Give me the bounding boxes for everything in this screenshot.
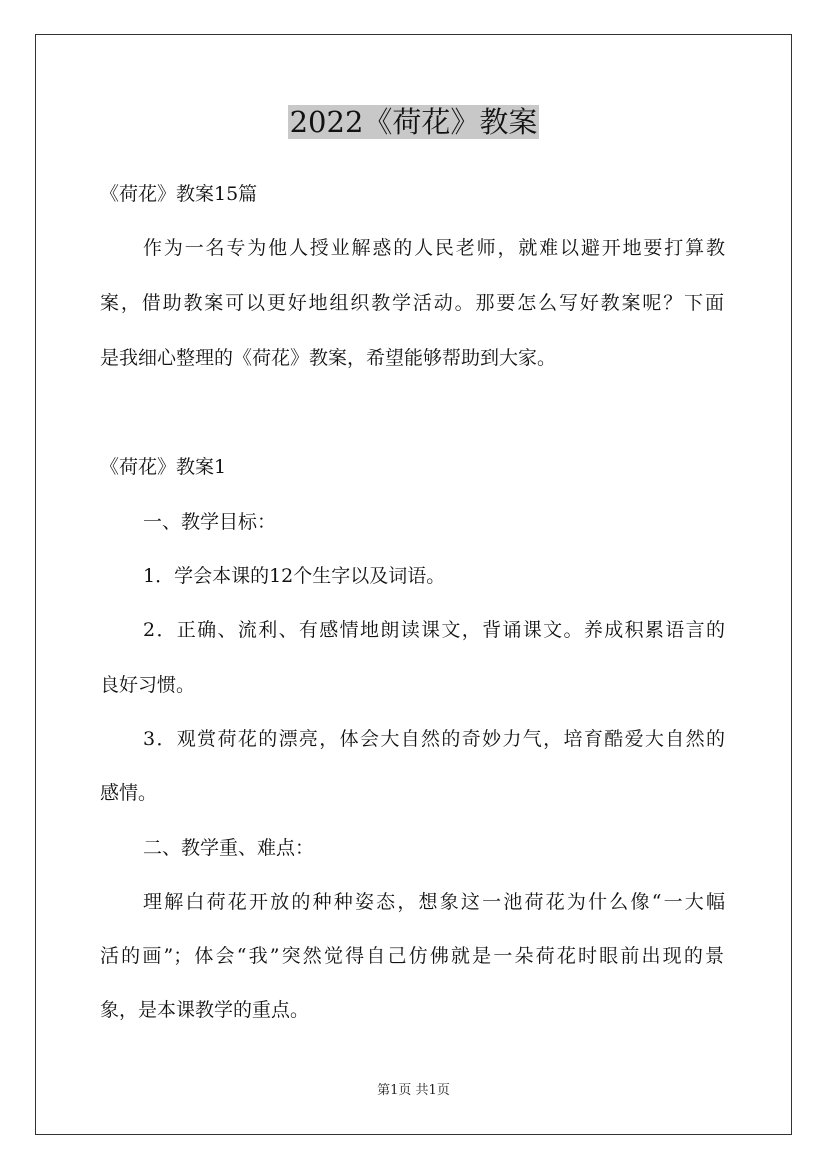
intro-line-2: 案，借助教案可以更好地组织教学活动。那要怎么写好教案呢？下面: [100, 292, 724, 314]
document-subtitle: 《荷花》教案15篇: [100, 183, 258, 205]
goal-3-line-2: 感情。: [100, 782, 158, 804]
key-heading: 二、教学重、难点：: [143, 837, 315, 859]
key-line-2: 活的画”；体会“我”突然觉得自己仿佛就是一朵荷花时眼前出现的景: [100, 945, 724, 967]
document-title: 2022《荷花》教案: [289, 105, 538, 139]
intro-line-3: 是我细心整理的《荷花》教案，希望能够帮助到大家。: [100, 347, 557, 369]
goal-2-line-1: 2．正确、流利、有感情地朗读课文，背诵课文。养成积累语言的: [143, 619, 725, 641]
key-line-1: 理解白荷花开放的种种姿态，想象这一池荷花为什么像“一大幅: [143, 891, 725, 913]
page-footer: 第1页 共1页: [377, 1083, 450, 1098]
section-heading: 《荷花》教案1: [100, 456, 227, 478]
goal-2-line-2: 良好习惯。: [100, 674, 196, 696]
intro-line-1: 作为一名专为他人授业解惑的人民老师，就难以避开地要打算教: [143, 237, 725, 259]
goal-heading: 一、教学目标：: [143, 511, 277, 533]
goal-1: 1．学会本课的12个生字以及词语。: [143, 565, 446, 587]
key-line-3: 象，是本课教学的重点。: [100, 999, 310, 1021]
goal-3-line-1: 3．观赏荷花的漂亮，体会大自然的奇妙力气，培育酷爱大自然的: [143, 728, 725, 750]
